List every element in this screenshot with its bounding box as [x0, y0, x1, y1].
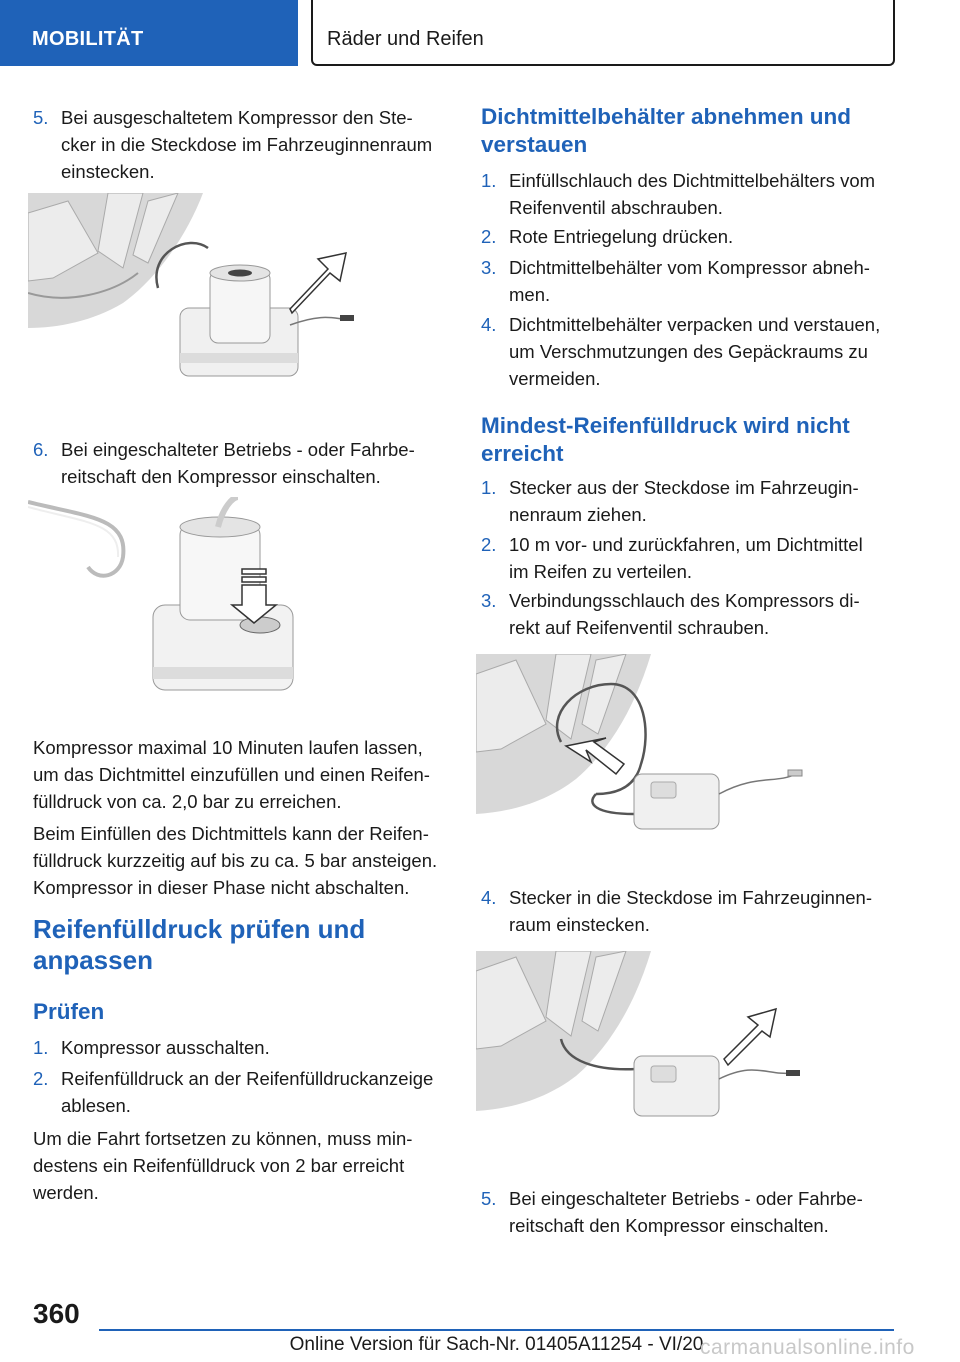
- step-number: 2.: [481, 534, 497, 555]
- step-number: 4.: [481, 887, 497, 908]
- minimum-step-2: [481, 531, 901, 585]
- step-text-line: Reifenventil abschrauben.: [509, 197, 723, 218]
- step-text-line: Verbindungsschlauch des Kompressors di-: [509, 590, 860, 611]
- step-text-line: Stecker in die Steckdose im Fahrzeuginnen-: [509, 887, 872, 908]
- step-text-line: Dichtmittelbehälter vom Kompressor abneh-: [509, 257, 870, 278]
- remove-step-1: [481, 167, 901, 221]
- step-text-line: vermeiden.: [509, 368, 601, 389]
- check-step-1: [33, 1034, 448, 1061]
- section-title: MOBILITÄT: [32, 28, 144, 50]
- step-text-line: cker in die Steckdose im Fahrzeuginnenraum: [61, 134, 433, 155]
- chapter-title: Räder und Reifen: [327, 28, 484, 50]
- section-heading: Reifenfülldruck prüfen und anpassen: [33, 914, 366, 975]
- watermark: carmanualsonline.info: [700, 1336, 915, 1359]
- figure-plug-in: [476, 951, 806, 1131]
- figure-compressor-plug: [28, 193, 358, 383]
- step-text-line: um Verschmutzungen des Gepäckraums zu: [509, 341, 868, 362]
- minimum-step-3: [481, 587, 901, 641]
- step-text-line: Bei ausgeschaltetem Kompressor den Ste-: [61, 107, 413, 128]
- step-number: 1.: [481, 477, 497, 498]
- figure-compressor-switch: [28, 497, 358, 697]
- step-text-line: rekt auf Reifenventil schrauben.: [509, 617, 770, 638]
- step-number: 3.: [481, 257, 497, 278]
- check-step-2: [33, 1065, 448, 1119]
- step-text-line: ablesen.: [61, 1095, 131, 1116]
- remove-step-4: [481, 311, 901, 392]
- step-text-line: Stecker aus der Steckdose im Fahrzeugin-: [509, 477, 859, 498]
- chapter-header: [311, 0, 895, 66]
- text-line: Um die Fahrt fortsetzen zu können, muss min-: [33, 1128, 413, 1149]
- page-number: 360: [33, 1298, 80, 1329]
- minimum-step-4: [481, 884, 901, 938]
- step-text-line: 10 m vor- und zurückfahren, um Dichtmittel: [509, 534, 863, 555]
- step-text-line: Dichtmittelbehälter verpacken und verstauen,: [509, 314, 881, 335]
- section-heading-minimum-pressure: Mindest-Reifenfülldruck wird nicht erreicht: [481, 413, 850, 466]
- figure-hose-valve: [476, 654, 806, 834]
- step-number: 1.: [33, 1037, 49, 1058]
- minimum-step-1: [481, 474, 901, 528]
- step-text-line: einstecken.: [61, 161, 155, 182]
- step-5: [33, 104, 448, 185]
- step-text-line: nenraum ziehen.: [509, 504, 647, 525]
- step-text-line: Bei eingeschalteter Betriebs - oder Fahrbe-: [61, 439, 415, 460]
- step-text-line: Kompressor ausschalten.: [61, 1037, 270, 1058]
- step-number: 5.: [481, 1188, 497, 1209]
- subsection-heading: Prüfen: [33, 999, 105, 1024]
- step-number: 3.: [481, 590, 497, 611]
- text-line: um das Dichtmittel einzufüllen und einen Reifen-: [33, 764, 430, 785]
- paragraph-pressure-peak: [33, 820, 453, 901]
- step-number: 2.: [33, 1068, 49, 1089]
- step-text-line: Rote Entriegelung drücken.: [509, 226, 734, 247]
- paragraph-minimum: [33, 1125, 453, 1206]
- remove-step-3: [481, 254, 901, 308]
- step-number: 4.: [481, 314, 497, 335]
- remove-step-2: [481, 223, 901, 250]
- step-text-line: Reifenfülldruck an der Reifenfülldruckanzeige: [61, 1068, 434, 1089]
- minimum-step-5: [481, 1185, 901, 1239]
- section-heading-remove-container: Dichtmittelbehälter abnehmen und verstauen: [481, 104, 852, 157]
- step-text-line: Einfüllschlauch des Dichtmittelbehälters vom: [509, 170, 876, 191]
- paragraph-runtime: [33, 734, 453, 815]
- step-text-line: Bei eingeschalteter Betriebs - oder Fahrbe-: [509, 1188, 863, 1209]
- section-tab: [0, 0, 298, 66]
- step-text-line: reitschaft den Kompressor einschalten.: [61, 466, 381, 487]
- step-6: [33, 436, 448, 490]
- text-line: fülldruck von ca. 2,0 bar zu erreichen.: [33, 791, 342, 812]
- step-text-line: raum einstecken.: [509, 914, 650, 935]
- step-number: 1.: [481, 170, 497, 191]
- footer-text: Online Version für Sach-Nr. 01405A11254 - VI/20: [289, 1334, 704, 1355]
- step-text-line: men.: [509, 284, 551, 305]
- text-line: Kompressor in dieser Phase nicht abschalten.: [33, 877, 410, 898]
- text-line: Kompressor maximal 10 Minuten laufen lassen,: [33, 737, 423, 758]
- footer-divider: [99, 1329, 894, 1331]
- text-line: Beim Einfüllen des Dichtmittels kann der Reifen-: [33, 823, 429, 844]
- text-line: werden.: [33, 1182, 99, 1203]
- text-line: fülldruck kurzzeitig auf bis zu ca. 5 bar ansteigen.: [33, 850, 438, 871]
- text-line: destens ein Reifenfülldruck von 2 bar erreicht: [33, 1155, 405, 1176]
- step-number: 5.: [33, 107, 49, 128]
- step-text-line: reitschaft den Kompressor einschalten.: [509, 1215, 829, 1236]
- step-text-line: im Reifen zu verteilen.: [509, 561, 693, 582]
- step-number: 2.: [481, 226, 497, 247]
- step-number: 6.: [33, 439, 49, 460]
